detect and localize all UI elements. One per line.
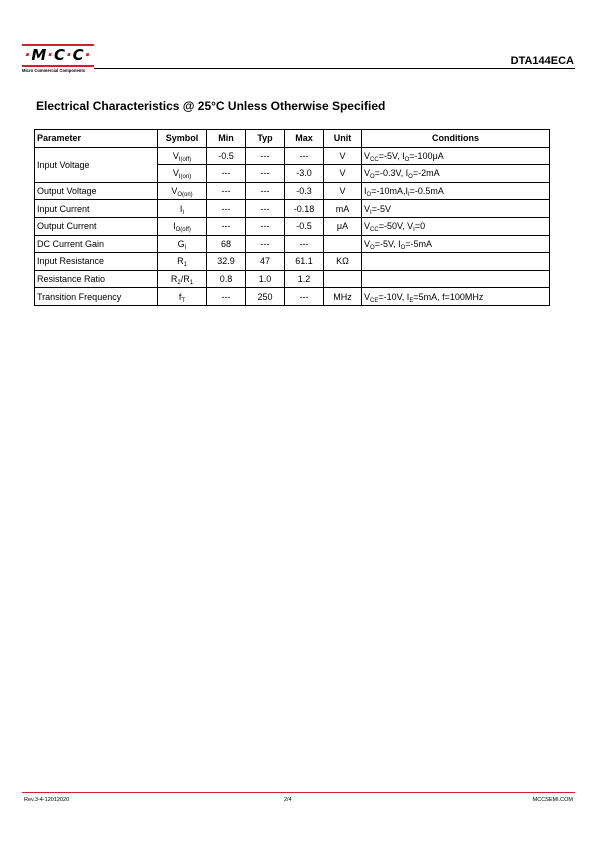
cell-unit (324, 270, 362, 288)
cell-min: --- (207, 182, 246, 200)
logo-subtitle: Micro Commercial Components (22, 68, 86, 73)
logo-bottom-bar (22, 65, 94, 67)
cell-typ: 250 (246, 288, 285, 306)
part-number: DTA144ECA (510, 55, 574, 67)
cell-typ: --- (246, 200, 285, 218)
cell-conditions: $V_I=-5V$ (362, 200, 550, 218)
footer-divider (22, 792, 575, 793)
cell-symbol: $R_2/R_1$ (158, 270, 207, 288)
cell-parameter: Input Resistance (35, 253, 158, 271)
cell-symbol: $f_T$ (158, 288, 207, 306)
website-label: MCCSEMI.COM (532, 797, 573, 803)
header-conditions: Conditions (362, 130, 550, 148)
header-typ: Typ (246, 130, 285, 148)
cell-min: --- (207, 165, 246, 183)
cell-max: -0.5 (285, 217, 324, 235)
cell-max: -0.3 (285, 182, 324, 200)
cell-symbol: $I_I$ (158, 200, 207, 218)
table-row (35, 253, 550, 271)
cell-symbol: $V_{O(on)}$ (158, 182, 207, 200)
cell-min: --- (207, 200, 246, 218)
header-unit: Unit (324, 130, 362, 148)
header-min: Min (207, 130, 246, 148)
table-header-row (35, 130, 550, 148)
table-body (35, 147, 550, 305)
header-parameter: Parameter (35, 130, 158, 148)
cell-max: --- (285, 288, 324, 306)
cell-min: --- (207, 217, 246, 235)
cell-parameter: Output Voltage (35, 182, 158, 200)
cell-unit: μA (324, 217, 362, 235)
logo-wordmark: ·M·C·C· (24, 46, 92, 64)
cell-parameter: Resistance Ratio (35, 270, 158, 288)
cell-min: 32.9 (207, 253, 246, 271)
cell-unit: MHz (324, 288, 362, 306)
cell-max: --- (285, 147, 324, 165)
cell-min: 0.8 (207, 270, 246, 288)
cell-max: 1.2 (285, 270, 324, 288)
cell-conditions: $V_{CE}=-10V$, $I_E=5mA$, f=100MHz (362, 288, 550, 306)
cell-min: --- (207, 288, 246, 306)
revision-label: Rev.3-4-12012020 (24, 797, 70, 803)
table-row (35, 200, 550, 218)
cell-parameter: Input Voltage (35, 147, 158, 182)
cell-conditions: $V_{CC}=-5V$, $I_O=-100\mu A$ (362, 147, 550, 165)
cell-symbol: $V_{I(on)}$ (158, 165, 207, 183)
cell-typ: --- (246, 235, 285, 253)
cell-conditions (362, 253, 550, 271)
cell-symbol: $R_1$ (158, 253, 207, 271)
cell-unit (324, 235, 362, 253)
cell-typ: --- (246, 182, 285, 200)
cell-unit: V (324, 182, 362, 200)
cell-typ: --- (246, 165, 285, 183)
table-row (35, 217, 550, 235)
cell-unit: V (324, 165, 362, 183)
table-row (35, 235, 550, 253)
cell-typ: --- (246, 147, 285, 165)
cell-typ: --- (246, 217, 285, 235)
company-logo (22, 44, 94, 74)
cell-min: 68 (207, 235, 246, 253)
cell-unit: KΩ (324, 253, 362, 271)
cell-parameter: DC Current Gain (35, 235, 158, 253)
cell-min: -0.5 (207, 147, 246, 165)
cell-conditions: $I_O=-10mA,I_I=-0.5mA$ (362, 182, 550, 200)
table-row (35, 288, 550, 306)
page-number: 2/4 (284, 797, 292, 803)
table-row (35, 270, 550, 288)
cell-conditions: $V_O=-0.3V$, $I_O=-2mA$ (362, 165, 550, 183)
cell-unit: V (324, 147, 362, 165)
cell-conditions (362, 270, 550, 288)
cell-symbol: $V_{I(off)}$ (158, 147, 207, 165)
header-divider (94, 68, 575, 69)
cell-parameter: Input Current (35, 200, 158, 218)
cell-typ: 1.0 (246, 270, 285, 288)
cell-unit: mA (324, 200, 362, 218)
cell-symbol: $G_I$ (158, 235, 207, 253)
header-max: Max (285, 130, 324, 148)
cell-conditions: $V_{CC}=-50V$, $V_I=0$ (362, 217, 550, 235)
cell-typ: 47 (246, 253, 285, 271)
cell-max: --- (285, 235, 324, 253)
cell-conditions: $V_O=-5V$, $I_O=-5mA$ (362, 235, 550, 253)
cell-parameter: Transition Frequency (35, 288, 158, 306)
cell-parameter: Output Current (35, 217, 158, 235)
cell-max: -0.18 (285, 200, 324, 218)
table-row (35, 147, 550, 165)
cell-max: 61.1 (285, 253, 324, 271)
cell-symbol: $I_{O(off)}$ (158, 217, 207, 235)
table-row (35, 182, 550, 200)
electrical-characteristics-table (34, 129, 550, 306)
section-title: Electrical Characteristics @ 25°C Unless Otherwise Specified (36, 99, 386, 113)
cell-max: -3.0 (285, 165, 324, 183)
header-symbol: Symbol (158, 130, 207, 148)
